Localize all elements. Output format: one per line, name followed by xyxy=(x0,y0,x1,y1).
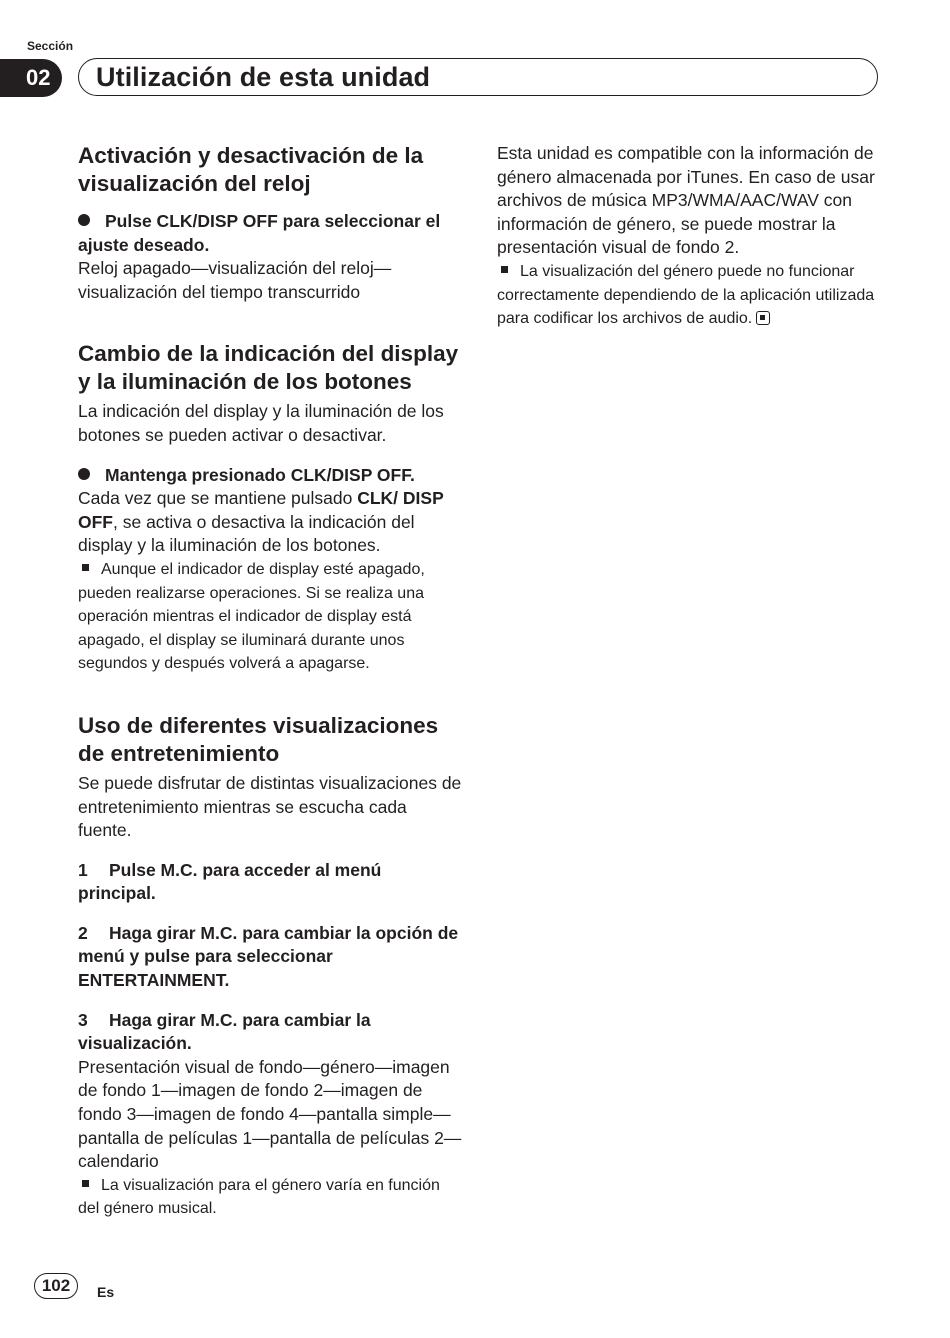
note-square-icon xyxy=(82,1180,89,1187)
note-display: Aunque el indicador de display esté apagado, pueden realizarse operaciones. Si se realiza una operación mientras el indicador de display está apagado, el display se iluminará durante unos segundos y después volverá a apagarse. xyxy=(78,560,425,673)
note-square-icon xyxy=(501,266,508,273)
section-number: 02 xyxy=(26,65,51,90)
step-3-body: Presentación visual de fondo—género—imagen de fondo 1—imagen de fondo 2—imagen de fondo 3—imagen de fondo 4—pantalla simple—pantalla de películas 1—pantalla de películas 2—calendario xyxy=(78,1056,462,1172)
body-display: Cada vez que se mantiene pulsado CLK/ DISP OFF, se activa o desactiva la indicación del display y la iluminación de los botones. xyxy=(78,488,444,556)
section-heading-entertainment: Uso de diferentes visualizaciones de entretenimiento xyxy=(78,712,439,766)
bullet-icon xyxy=(78,468,90,480)
instruction-clock: Pulse CLK/DISP OFF para seleccionar el ajuste deseado. xyxy=(78,211,441,255)
section-label: Sección xyxy=(27,39,74,53)
page-title: Utilización de esta unidad xyxy=(96,62,431,92)
note-entertainment: La visualización para el género varía en función del género musical. xyxy=(78,1176,440,1218)
instruction-display: Mantenga presionado CLK/DISP OFF. xyxy=(78,464,462,488)
bullet-icon xyxy=(78,214,90,226)
note-genre: La visualización del género puede no funcionar correctamente dependiendo de la aplicación utilizada para codificar los archivos de audio. xyxy=(497,262,875,328)
end-of-section-icon xyxy=(756,311,770,325)
section-heading-clock: Activación y desactivación de la visualización del reloj xyxy=(78,143,424,196)
section-heading-display: Cambio de la indicación del display y la iluminación de los botones xyxy=(78,341,459,395)
step-2: 2 Haga girar M.C. para cambiar la opción de menú y pulse para seleccionar ENTERTAINMENT. xyxy=(78,922,459,991)
step-3: 3 Haga girar M.C. para cambiar la visualización. xyxy=(78,1009,371,1054)
intro-entertainment: Se puede disfrutar de distintas visualizaciones de entretenimiento mientras se escucha cada fuente. xyxy=(78,772,462,841)
language-code: Es xyxy=(97,1284,115,1300)
section-number-badge xyxy=(0,59,62,97)
right-column xyxy=(497,142,881,331)
left-column xyxy=(78,142,462,1221)
step-1: 1 Pulse M.C. para acceder al menú principal. xyxy=(78,859,382,904)
note-square-icon xyxy=(82,564,89,571)
page-number: 102 xyxy=(34,1273,78,1299)
body-clock: Reloj apagado—visualización del reloj—visualización del tiempo transcurrido xyxy=(78,258,392,302)
intro-display: La indicación del display y la iluminación de los botones se pueden activar o desactivar. xyxy=(78,401,444,445)
body-genre: Esta unidad es compatible con la información de género almacenada por iTunes. En caso de usar archivos de música MP3/WMA/AAC/WAV con información de género, se puede mostrar la presentación visual de fondo 2. xyxy=(497,143,875,258)
